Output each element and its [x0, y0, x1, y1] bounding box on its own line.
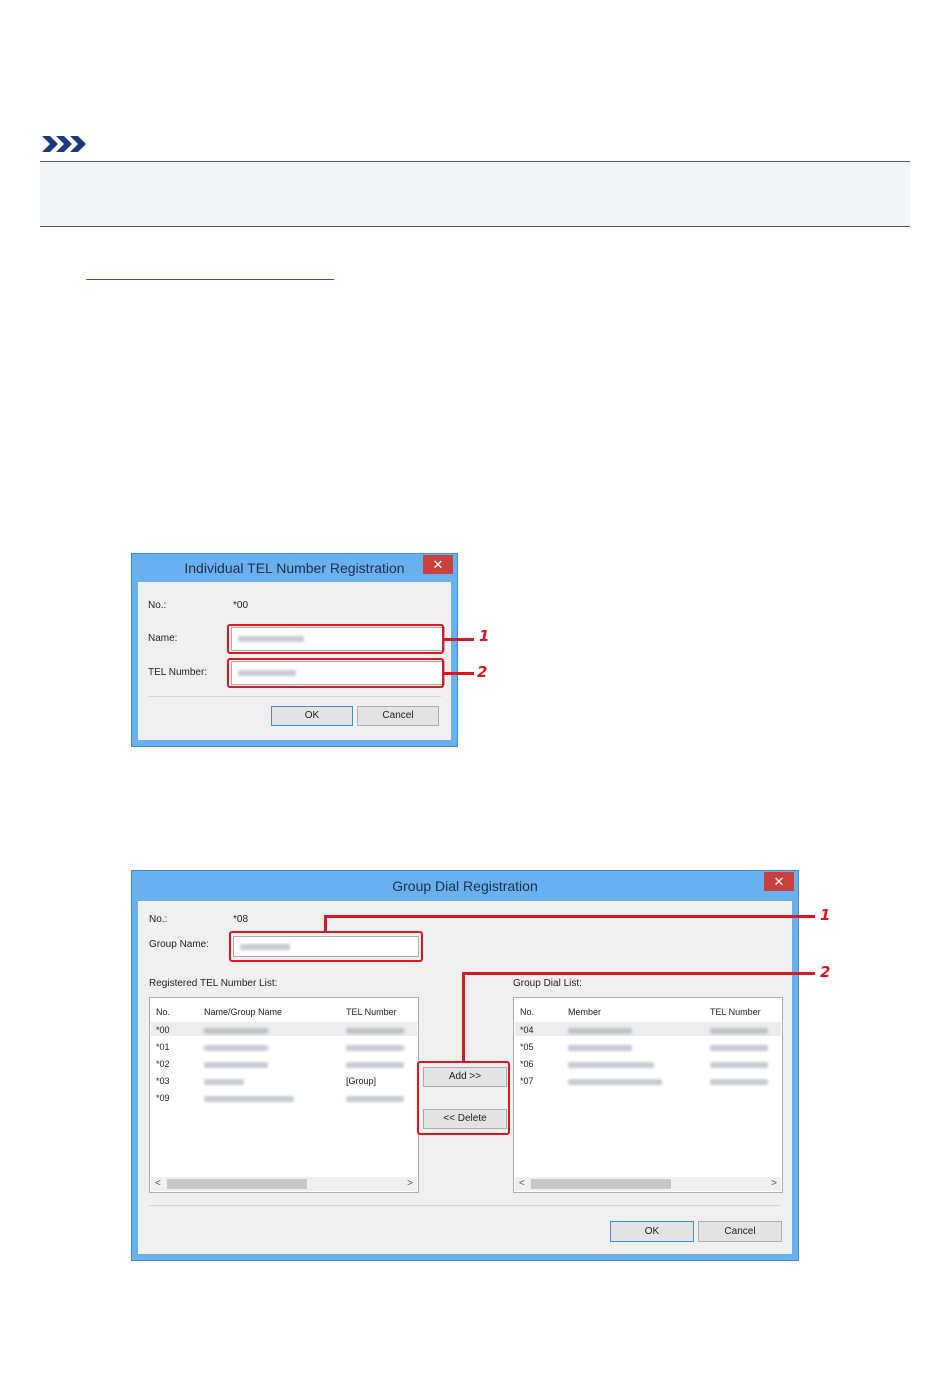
col-member[interactable]: Member — [568, 1007, 602, 1017]
link-underline[interactable] — [86, 279, 334, 280]
dialog-title: Group Dial Registration — [392, 878, 538, 894]
note-chevrons-icon — [40, 134, 90, 154]
row-no: *03 — [156, 1076, 170, 1086]
highlight-group-name-field — [229, 931, 423, 962]
scroll-right-icon[interactable]: > — [407, 1178, 413, 1189]
no-label: No.: — [148, 600, 167, 611]
highlight-name-field — [227, 624, 444, 654]
blurred-tel — [710, 1045, 768, 1051]
callout-2: 2 — [477, 663, 488, 681]
separator — [148, 696, 441, 697]
no-value: *08 — [233, 914, 249, 925]
scroll-thumb[interactable] — [167, 1179, 307, 1189]
scroll-left-icon[interactable]: < — [519, 1178, 525, 1189]
callout-line-2-horizontal — [462, 972, 815, 975]
callout-1: 1 — [820, 906, 831, 924]
blurred-tel — [346, 1062, 404, 1068]
registered-list-label: Registered TEL Number List: — [149, 978, 278, 989]
blurred-tel — [710, 1028, 768, 1034]
blurred-member — [568, 1045, 632, 1051]
callout-line-2-vertical — [462, 972, 465, 1062]
note-box — [40, 161, 910, 227]
blurred-name — [204, 1062, 268, 1068]
col-tel[interactable]: TEL Number — [346, 1007, 397, 1017]
no-value: *00 — [233, 600, 249, 611]
callout-line-2 — [444, 672, 474, 675]
dialog-title: Individual TEL Number Registration — [184, 560, 405, 576]
blurred-member — [568, 1062, 654, 1068]
callout-line-1 — [444, 638, 474, 641]
blurred-name — [204, 1096, 294, 1102]
blurred-member — [568, 1079, 662, 1085]
horizontal-scrollbar[interactable] — [515, 1177, 781, 1191]
row-no: *07 — [520, 1076, 534, 1086]
blurred-tel — [346, 1028, 404, 1034]
blurred-tel — [346, 1045, 404, 1051]
scroll-thumb[interactable] — [531, 1179, 671, 1189]
blurred-tel — [710, 1062, 768, 1068]
blurred-tel — [710, 1079, 768, 1085]
blurred-tel — [346, 1096, 404, 1102]
separator — [149, 1205, 781, 1206]
close-icon[interactable]: ✕ — [423, 555, 453, 574]
add-button[interactable]: Add >> — [423, 1067, 507, 1087]
highlight-tel-field — [227, 658, 444, 688]
row-no: *00 — [156, 1025, 170, 1035]
row-no: *04 — [520, 1025, 534, 1035]
name-label: Name: — [148, 633, 178, 644]
col-name[interactable]: Name/Group Name — [204, 1007, 283, 1017]
blurred-member — [568, 1028, 632, 1034]
ok-button[interactable]: OK — [610, 1221, 694, 1242]
col-no[interactable]: No. — [156, 1007, 171, 1017]
tel-number-label: TEL Number: — [148, 667, 208, 678]
callout-line-1-horizontal — [324, 915, 815, 918]
col-no[interactable]: No. — [520, 1007, 535, 1017]
row-no: *02 — [156, 1059, 170, 1069]
blurred-name — [204, 1079, 244, 1085]
group-dial-list[interactable] — [513, 997, 783, 1193]
row-tel: [Group] — [346, 1076, 377, 1086]
group-list-label: Group Dial List: — [513, 978, 582, 989]
blurred-name — [204, 1045, 268, 1051]
cancel-button[interactable]: Cancel — [357, 706, 439, 726]
row-no: *09 — [156, 1093, 170, 1103]
col-tel[interactable]: TEL Number — [710, 1007, 761, 1017]
callout-1: 1 — [479, 627, 490, 645]
ok-button[interactable]: OK — [271, 706, 353, 726]
scroll-left-icon[interactable]: < — [155, 1178, 161, 1189]
group-name-label: Group Name: — [149, 939, 210, 950]
horizontal-scrollbar[interactable] — [151, 1177, 417, 1191]
registered-tel-list[interactable] — [149, 997, 419, 1193]
close-icon[interactable]: ✕ — [764, 872, 794, 891]
highlight-add-delete-buttons — [417, 1061, 510, 1135]
scroll-right-icon[interactable]: > — [771, 1178, 777, 1189]
callout-2: 2 — [820, 963, 831, 981]
row-no: *05 — [520, 1042, 534, 1052]
row-no: *01 — [156, 1042, 170, 1052]
callout-line-1-vertical — [324, 915, 327, 932]
no-label: No.: — [149, 914, 168, 925]
cancel-button[interactable]: Cancel — [698, 1221, 782, 1242]
row-no: *06 — [520, 1059, 534, 1069]
blurred-name — [204, 1028, 268, 1034]
delete-button[interactable]: << Delete — [423, 1109, 507, 1129]
